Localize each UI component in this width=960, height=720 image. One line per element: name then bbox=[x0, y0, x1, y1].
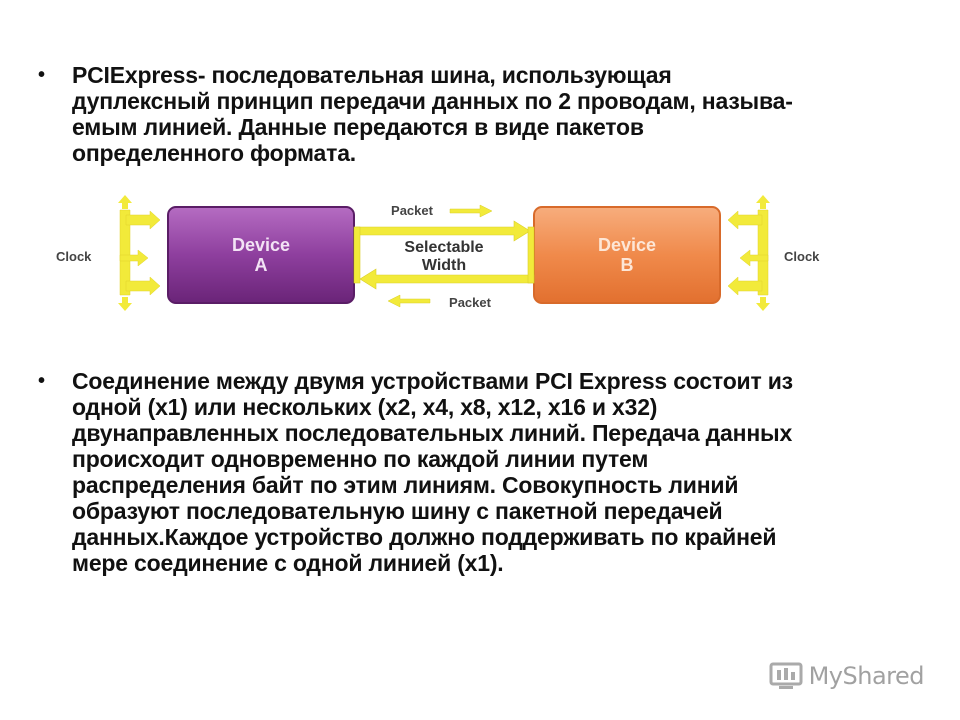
text-line: образуют последовательную шину с пакетной передачей bbox=[72, 498, 723, 524]
clock-left-arrows bbox=[120, 210, 160, 295]
watermark-text: MyShared bbox=[808, 662, 924, 690]
myshared-watermark bbox=[769, 660, 924, 692]
bullet-text-2 bbox=[72, 368, 938, 576]
bullet-text-1 bbox=[72, 62, 938, 166]
text-line: Соединение между двумя устройствами PCI Express состоит из bbox=[72, 368, 793, 394]
selectable-width-line2: Width bbox=[421, 257, 467, 274]
text-line: PCIExpress- последовательная шина, использующая bbox=[72, 62, 672, 88]
text-line: происходит одновременно по каждой линии путем bbox=[72, 446, 649, 472]
packet-top-label: Packet bbox=[391, 203, 433, 218]
bullet-marker: • bbox=[38, 370, 46, 392]
packet-bottom-label: Packet bbox=[449, 295, 491, 310]
packet-bottom-arrow bbox=[388, 295, 430, 307]
text-line: данных.Каждое устройство должно поддерживать по крайней bbox=[72, 524, 777, 550]
device-a-label-line2: A bbox=[254, 255, 268, 275]
device-a-label-line1: Device bbox=[231, 235, 291, 255]
myshared-logo-icon bbox=[769, 660, 803, 692]
device-b-label-line1: Device bbox=[597, 235, 657, 255]
text-line: одной (x1) или нескольких (x2, x4, x8, x12, x16 и x32) bbox=[72, 394, 658, 420]
clock-right-arrows bbox=[728, 210, 768, 295]
packet-top-arrow bbox=[450, 205, 492, 217]
device-b-label-line2: B bbox=[620, 255, 634, 275]
pci-express-diagram bbox=[50, 195, 840, 315]
selectable-width-line1: Selectable bbox=[404, 239, 484, 256]
bullet-item-1 bbox=[38, 62, 938, 166]
clock-right-label: Clock bbox=[784, 249, 820, 264]
text-line: дуплексный принцип передачи данных по 2 проводам, называ- bbox=[72, 88, 793, 114]
clock-left-label: Clock bbox=[56, 249, 92, 264]
text-line: распределения байт по этим линиям. Совокупность линий bbox=[72, 472, 739, 498]
text-line: определенного формата. bbox=[72, 140, 356, 166]
bullet-item-2 bbox=[38, 368, 938, 576]
text-line: емым линией. Данные передаются в виде пакетов bbox=[72, 114, 644, 140]
text-line: двунаправленных последовательных линий. Передача данных bbox=[72, 420, 793, 446]
bullet-marker: • bbox=[38, 64, 46, 86]
text-line: мере соединение с одной линией (x1). bbox=[72, 550, 504, 576]
